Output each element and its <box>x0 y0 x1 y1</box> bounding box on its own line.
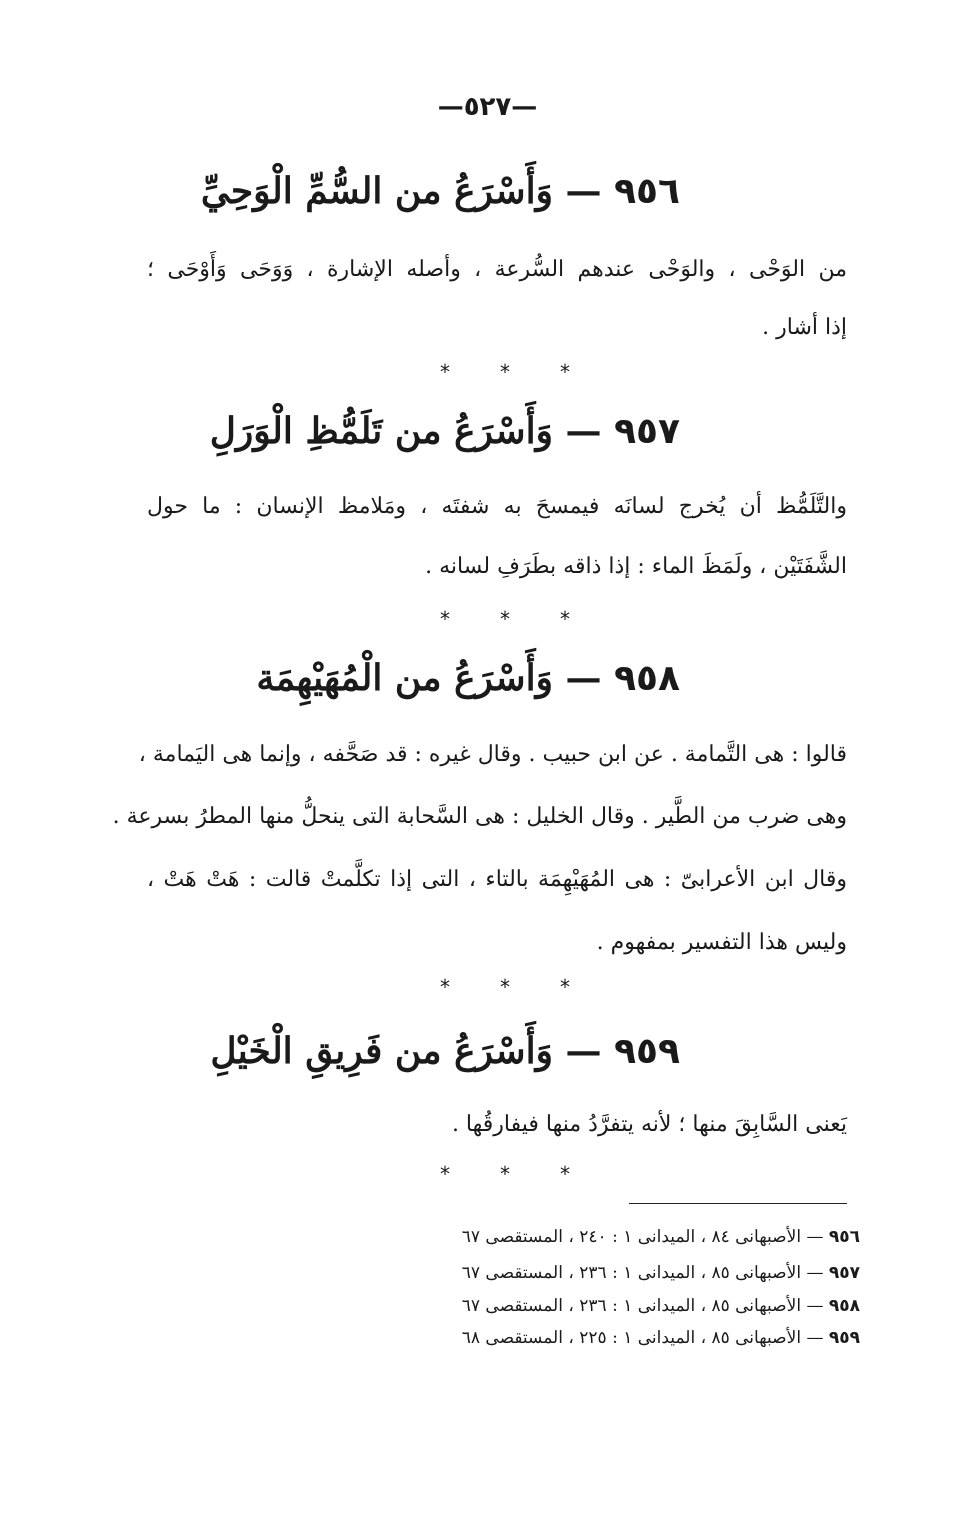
entry-proverb: وَأَسْرَعُ من تَلَمُّظِ الْوَرَلِ <box>209 410 553 452</box>
entry-proverb: وَأَسْرَعُ من فَرِيقِ الْخَيْلِ <box>210 1030 553 1072</box>
footnote-divider <box>629 1203 847 1204</box>
entry-title-957: ٩٥٧ — وَأَسْرَعُ من تَلَمُّظِ الْوَرَلِ <box>209 410 680 452</box>
footnote-number: ٩٥٨ <box>828 1296 860 1316</box>
star-icon: * <box>560 975 570 999</box>
footnote-956 <box>380 1226 860 1248</box>
star-icon: * <box>440 360 450 384</box>
entry-number: ٩٥٧ <box>614 411 680 452</box>
footnote-number: ٩٥٩ <box>828 1328 860 1348</box>
footnote-text: — الأصبهانى ٨٥ ، الميدانى ١ : ٢٣٦ ، المستقصى ٦٧ <box>461 1263 824 1283</box>
entry-proverb: وَأَسْرَعُ من السُّمِّ الْوَحِيِّ <box>200 170 553 212</box>
separator-stars <box>440 360 570 384</box>
star-icon: * <box>500 975 510 999</box>
footnote-957 <box>380 1262 860 1284</box>
star-icon: * <box>560 360 570 384</box>
entry-956-line-1: من الوَحْى ، والوَحْى عندهم السُّرعة ، وأصله الإشارة ، وَوَحَى وَأَوْحَى ؛ <box>147 257 847 282</box>
star-icon: * <box>440 1162 450 1186</box>
entry-958-line-3: وقال ابن الأعرابىّ : هى المُهَيْهِمَة بالتاء ، التى إذا تكلَّمتْ قالت : هَتْ هَتْ ، <box>147 867 847 892</box>
separator-stars <box>440 607 570 631</box>
separator-stars <box>440 1162 570 1186</box>
entry-957-line-2: الشَّفَتَيْن ، ولَمَظَ الماء : إذا ذاقه بطَرَفِ لسانه . <box>425 554 847 579</box>
footnote-text: — الأصبهانى ٨٤ ، الميدانى ١ : ٢٤٠ ، المستقصى ٦٧ <box>461 1227 824 1247</box>
footnote-text: — الأصبهانى ٨٥ ، الميدانى ١ : ٢٣٦ ، المستقصى ٦٧ <box>461 1296 824 1316</box>
entry-number: ٩٥٦ <box>614 171 680 212</box>
footnote-number: ٩٥٧ <box>828 1263 860 1283</box>
entry-title-958: ٩٥٨ — وَأَسْرَعُ من الْمُهَيْهِمَة <box>256 657 680 699</box>
footnote-text: — الأصبهانى ٨٥ ، الميدانى ١ : ٢٢٥ ، المستقصى ٦٨ <box>461 1328 824 1348</box>
entry-956-line-2: إذا أشار . <box>762 315 847 340</box>
entry-958-line-2: وهى ضرب من الطَّير . وقال الخليل : هى السَّحابة التى ينحلُّ منها المطرُ بسرعة . <box>112 804 847 829</box>
star-icon: * <box>440 607 450 631</box>
entry-title-959: ٩٥٩ — وَأَسْرَعُ من فَرِيقِ الْخَيْلِ <box>210 1030 680 1072</box>
footnote-958 <box>380 1295 860 1317</box>
star-icon: * <box>500 360 510 384</box>
star-icon: * <box>500 1162 510 1186</box>
entry-number: ٩٥٩ <box>614 1031 680 1072</box>
star-icon: * <box>440 975 450 999</box>
footnote-number: ٩٥٦ <box>828 1227 860 1247</box>
entry-title-956: ٩٥٦ — وَأَسْرَعُ من السُّمِّ الْوَحِيِّ <box>200 170 680 212</box>
entry-number: ٩٥٨ <box>614 658 680 699</box>
star-icon: * <box>500 607 510 631</box>
separator-stars <box>440 975 570 999</box>
page-number: —٥٢٧— <box>437 92 538 122</box>
entry-959-line-1: يَعنى السَّابِقَ منها ؛ لأنه يتفرَّدُ منها فيفارقُها . <box>451 1112 847 1137</box>
entry-957-line-1: والتَّلَمُّظ أن يُخرج لسانَه فيمسحَ به شفتَه ، ومَلامظ الإنسان : ما حول <box>147 494 847 519</box>
star-icon: * <box>560 1162 570 1186</box>
entry-958-line-4: وليس هذا التفسير بمفهوم . <box>596 930 847 955</box>
footnote-959 <box>380 1327 860 1349</box>
entry-958-line-1: قالوا : هى التَّمامة . عن ابن حبيب . وقال غيره : قد صَحَّفه ، وإنما هى اليَمامة ، <box>138 742 847 767</box>
star-icon: * <box>560 607 570 631</box>
entry-proverb: وَأَسْرَعُ من الْمُهَيْهِمَة <box>256 657 553 699</box>
